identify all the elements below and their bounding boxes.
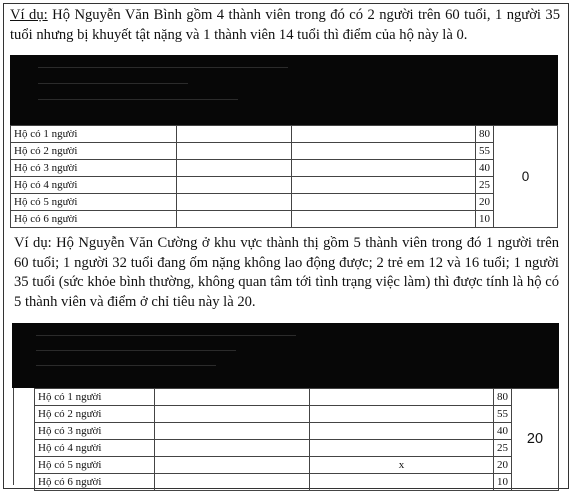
household-size-cell: Hộ có 5 người <box>35 457 155 474</box>
mark-cell <box>310 406 494 423</box>
table-row <box>11 126 558 143</box>
score-cell: 40 <box>476 160 494 177</box>
table-row <box>11 194 558 211</box>
example-1-text: Hộ Nguyễn Văn Bình gồm 4 thành viên trong đó có 2 người trên 60 tuổi, 1 người 35 tuổi nhưng bị khuyết tật nặng và 1 thành viên 14 tuổi thì điểm của hộ này là 0. <box>10 7 561 43</box>
mark-cell <box>292 143 476 160</box>
empty-cell <box>177 194 292 211</box>
table-row <box>11 211 558 228</box>
score-cell: 10 <box>476 211 494 228</box>
total-score-cell: 0 <box>494 126 558 228</box>
score-cell: 55 <box>494 406 512 423</box>
table-1 <box>10 125 558 228</box>
empty-cell <box>177 126 292 143</box>
table-2-left-margin <box>13 388 35 485</box>
table-row <box>35 389 559 406</box>
household-size-cell: Hộ có 6 người <box>11 211 177 228</box>
household-size-cell: Hộ có 5 người <box>11 194 177 211</box>
mark-cell <box>310 389 494 406</box>
empty-cell <box>155 440 310 457</box>
score-cell: 80 <box>476 126 494 143</box>
household-size-cell: Hộ có 3 người <box>11 160 177 177</box>
header-faint-line <box>36 350 236 351</box>
score-cell: 25 <box>494 440 512 457</box>
score-cell: 40 <box>494 423 512 440</box>
table-row <box>11 177 558 194</box>
table-row <box>35 474 559 491</box>
household-size-cell: Hộ có 1 người <box>11 126 177 143</box>
household-size-cell: Hộ có 6 người <box>35 474 155 491</box>
header-faint-line <box>38 67 288 68</box>
example-2-text: Hộ Nguyễn Văn Cường ở khu vực thành thị gồm 5 thành viên trong đó 1 người trên 60 tuổi; 1 người 32 tuổi đang ốm nặng không lao động được; 2 trẻ em 12 và 16 tuổi; 1 người 35 tuổi (sức khỏe bình thường, không quan tâm tới tình trạng việc làm) thì được tính là hộ có 5 thành viên và điểm ở chỉ tiêu này là 20. <box>14 235 560 310</box>
mark-cell <box>310 440 494 457</box>
mark-cell <box>292 194 476 211</box>
table-row <box>35 457 559 474</box>
household-size-cell: Hộ có 3 người <box>35 423 155 440</box>
empty-cell <box>155 406 310 423</box>
example-1-label: Ví dụ: <box>10 7 48 23</box>
table-row <box>35 440 559 457</box>
table-row <box>11 160 558 177</box>
example-2-paragraph <box>14 234 559 312</box>
header-faint-line <box>36 335 296 336</box>
mark-cell <box>292 160 476 177</box>
table-1-header-blackout <box>10 55 558 125</box>
mark-cell <box>292 126 476 143</box>
example-2-label: Ví dụ: <box>14 235 52 251</box>
empty-cell <box>155 423 310 440</box>
score-cell: 20 <box>494 457 512 474</box>
empty-cell <box>177 211 292 228</box>
table-2-header-blackout <box>12 323 559 388</box>
header-faint-line <box>36 365 216 366</box>
table-row <box>11 143 558 160</box>
mark-cell: x <box>310 457 494 474</box>
empty-cell <box>155 389 310 406</box>
empty-cell <box>177 177 292 194</box>
empty-cell <box>155 457 310 474</box>
household-size-cell: Hộ có 4 người <box>11 177 177 194</box>
score-cell: 25 <box>476 177 494 194</box>
header-faint-line <box>38 99 238 100</box>
example-1-paragraph <box>10 6 560 45</box>
empty-cell <box>155 474 310 491</box>
mark-cell <box>310 474 494 491</box>
total-score-cell: 20 <box>512 389 559 491</box>
household-size-cell: Hộ có 1 người <box>35 389 155 406</box>
mark-cell <box>310 423 494 440</box>
score-cell: 80 <box>494 389 512 406</box>
score-cell: 10 <box>494 474 512 491</box>
score-cell: 55 <box>476 143 494 160</box>
score-cell: 20 <box>476 194 494 211</box>
table-row <box>35 406 559 423</box>
mark-cell <box>292 211 476 228</box>
header-faint-line <box>38 83 188 84</box>
empty-cell <box>177 160 292 177</box>
household-size-cell: Hộ có 2 người <box>11 143 177 160</box>
household-size-cell: Hộ có 4 người <box>35 440 155 457</box>
table-2 <box>34 388 559 491</box>
empty-cell <box>177 143 292 160</box>
household-size-cell: Hộ có 2 người <box>35 406 155 423</box>
table-row <box>35 423 559 440</box>
mark-cell <box>292 177 476 194</box>
